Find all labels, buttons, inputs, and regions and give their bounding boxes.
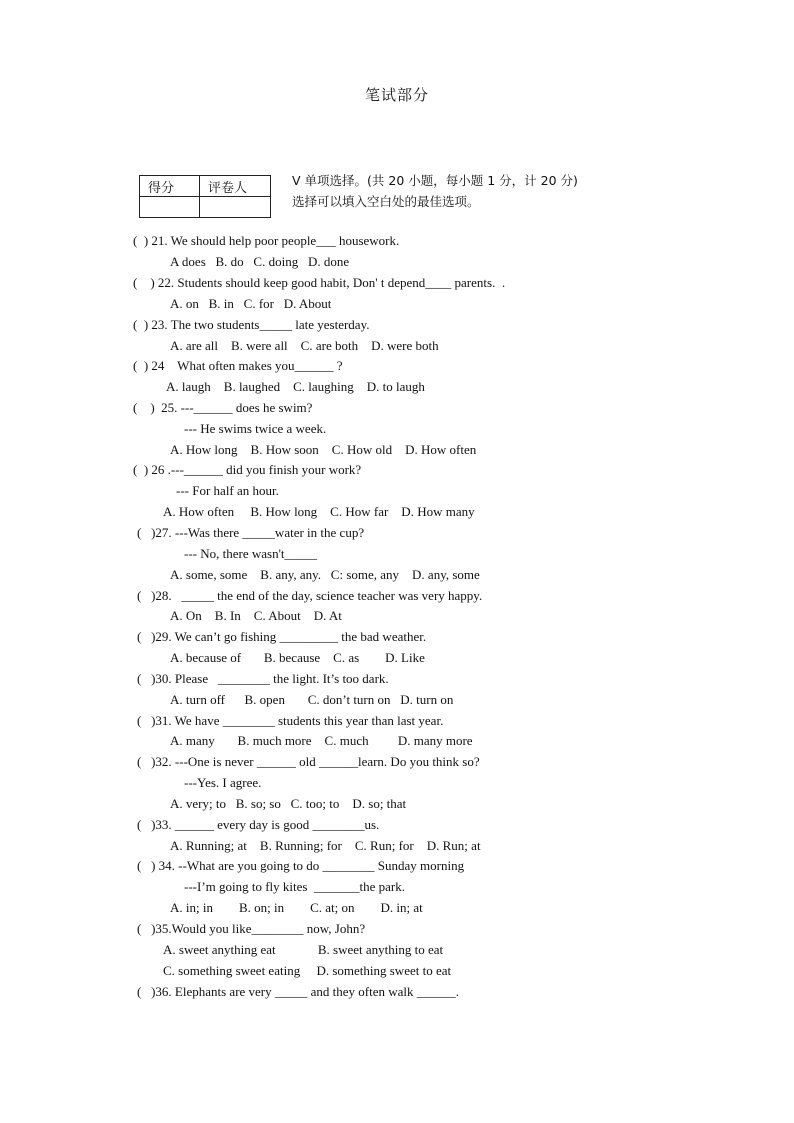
section-header [292, 170, 578, 212]
question-stem: ( ) 25. ---______ does he swim? [133, 400, 313, 415]
question-stem: ( ) 22. Students should keep good habit, Don' t depend____ parents. . [133, 275, 506, 290]
grader-cell [200, 197, 271, 218]
question-stem: ( )30. Please ________ the light. It’s too dark. [137, 671, 389, 686]
dialogue-line: --- He swims twice a week. [184, 421, 327, 436]
question-stem: ( ) 23. The two students_____ late yesterday. [133, 317, 370, 332]
answer-options: C. something sweet eating D. something sweet to eat [163, 963, 452, 978]
question-stem: ( ) 21. We should help poor people___ housework. [133, 233, 400, 248]
answer-options: A. because of B. because C. as D. Like [170, 650, 425, 665]
answer-options: A. On B. In C. About D. At [170, 608, 342, 623]
dialogue-line: ---Yes. I agree. [184, 775, 262, 790]
answer-options: A. on B. in C. for D. About [170, 296, 332, 311]
dialogue-line: --- For half an hour. [176, 483, 279, 498]
question-stem: ( )35.Would you like________ now, John? [137, 921, 366, 936]
answer-options: A. turn off B. open C. don’t turn on D. turn on [170, 692, 454, 707]
answer-options: A. very; to B. so; so C. too; to D. so; that [170, 796, 407, 811]
page-title: 笔试部分 [364, 88, 429, 104]
question-stem: ( )36. Elephants are very _____ and they often walk ______. [137, 984, 460, 999]
answer-options: A. Running; at B. Running; for C. Run; for D. Run; at [170, 838, 481, 853]
question-stem: ( )31. We have ________ students this year than last year. [137, 713, 444, 728]
answer-options: A. laugh B. laughed C. laughing D. to laugh [166, 379, 425, 394]
question-stem: ( )29. We can’t go fishing _________ the bad weather. [137, 629, 427, 644]
question-stem: ( ) 26 .---______ did you finish your work? [133, 462, 362, 477]
answer-options: A. are all B. were all C. are both D. were both [170, 338, 439, 353]
score-cell [140, 197, 200, 218]
answer-options: A. in; in B. on; in C. at; on D. in; at [170, 900, 423, 915]
question-stem: ( ) 24 What often makes you______ ? [133, 358, 343, 373]
section-heading: V 单项选择。(共 20 小题，每小题 1 分，计 20 分) [292, 173, 578, 188]
answer-options: A. sweet anything eat B. sweet anything to eat [163, 942, 444, 957]
dialogue-line: --- No, there wasn't_____ [184, 546, 318, 561]
dialogue-line: ---I’m going to fly kites _______the park. [184, 879, 405, 894]
answer-options: A. many B. much more C. much D. many more [170, 733, 473, 748]
question-stem: ( )32. ---One is never ______ old ______learn. Do you think so? [137, 754, 480, 769]
grader-label: 评卷人 [200, 176, 271, 197]
section-instruction: 选择可以填入空白处的最佳选项。 [292, 194, 480, 209]
answer-options: A. some, some B. any, any. C: some, any D. any, some [170, 567, 480, 582]
answer-options: A does B. do C. doing D. done [170, 254, 350, 269]
question-stem: ( ) 34. --What are you going to do ________ Sunday morning [137, 858, 465, 873]
answer-options: A. How often B. How long C. How far D. How many [163, 504, 475, 519]
score-table [139, 175, 271, 218]
question-stem: ( )33. ______ every day is good ________us. [137, 817, 380, 832]
question-stem: ( )27. ---Was there _____water in the cup? [137, 525, 365, 540]
question-stem: ( )28. _____ the end of the day, science teacher was very happy. [137, 588, 483, 603]
score-label: 得分 [140, 176, 200, 197]
answer-options: A. How long B. How soon C. How old D. How often [170, 442, 477, 457]
